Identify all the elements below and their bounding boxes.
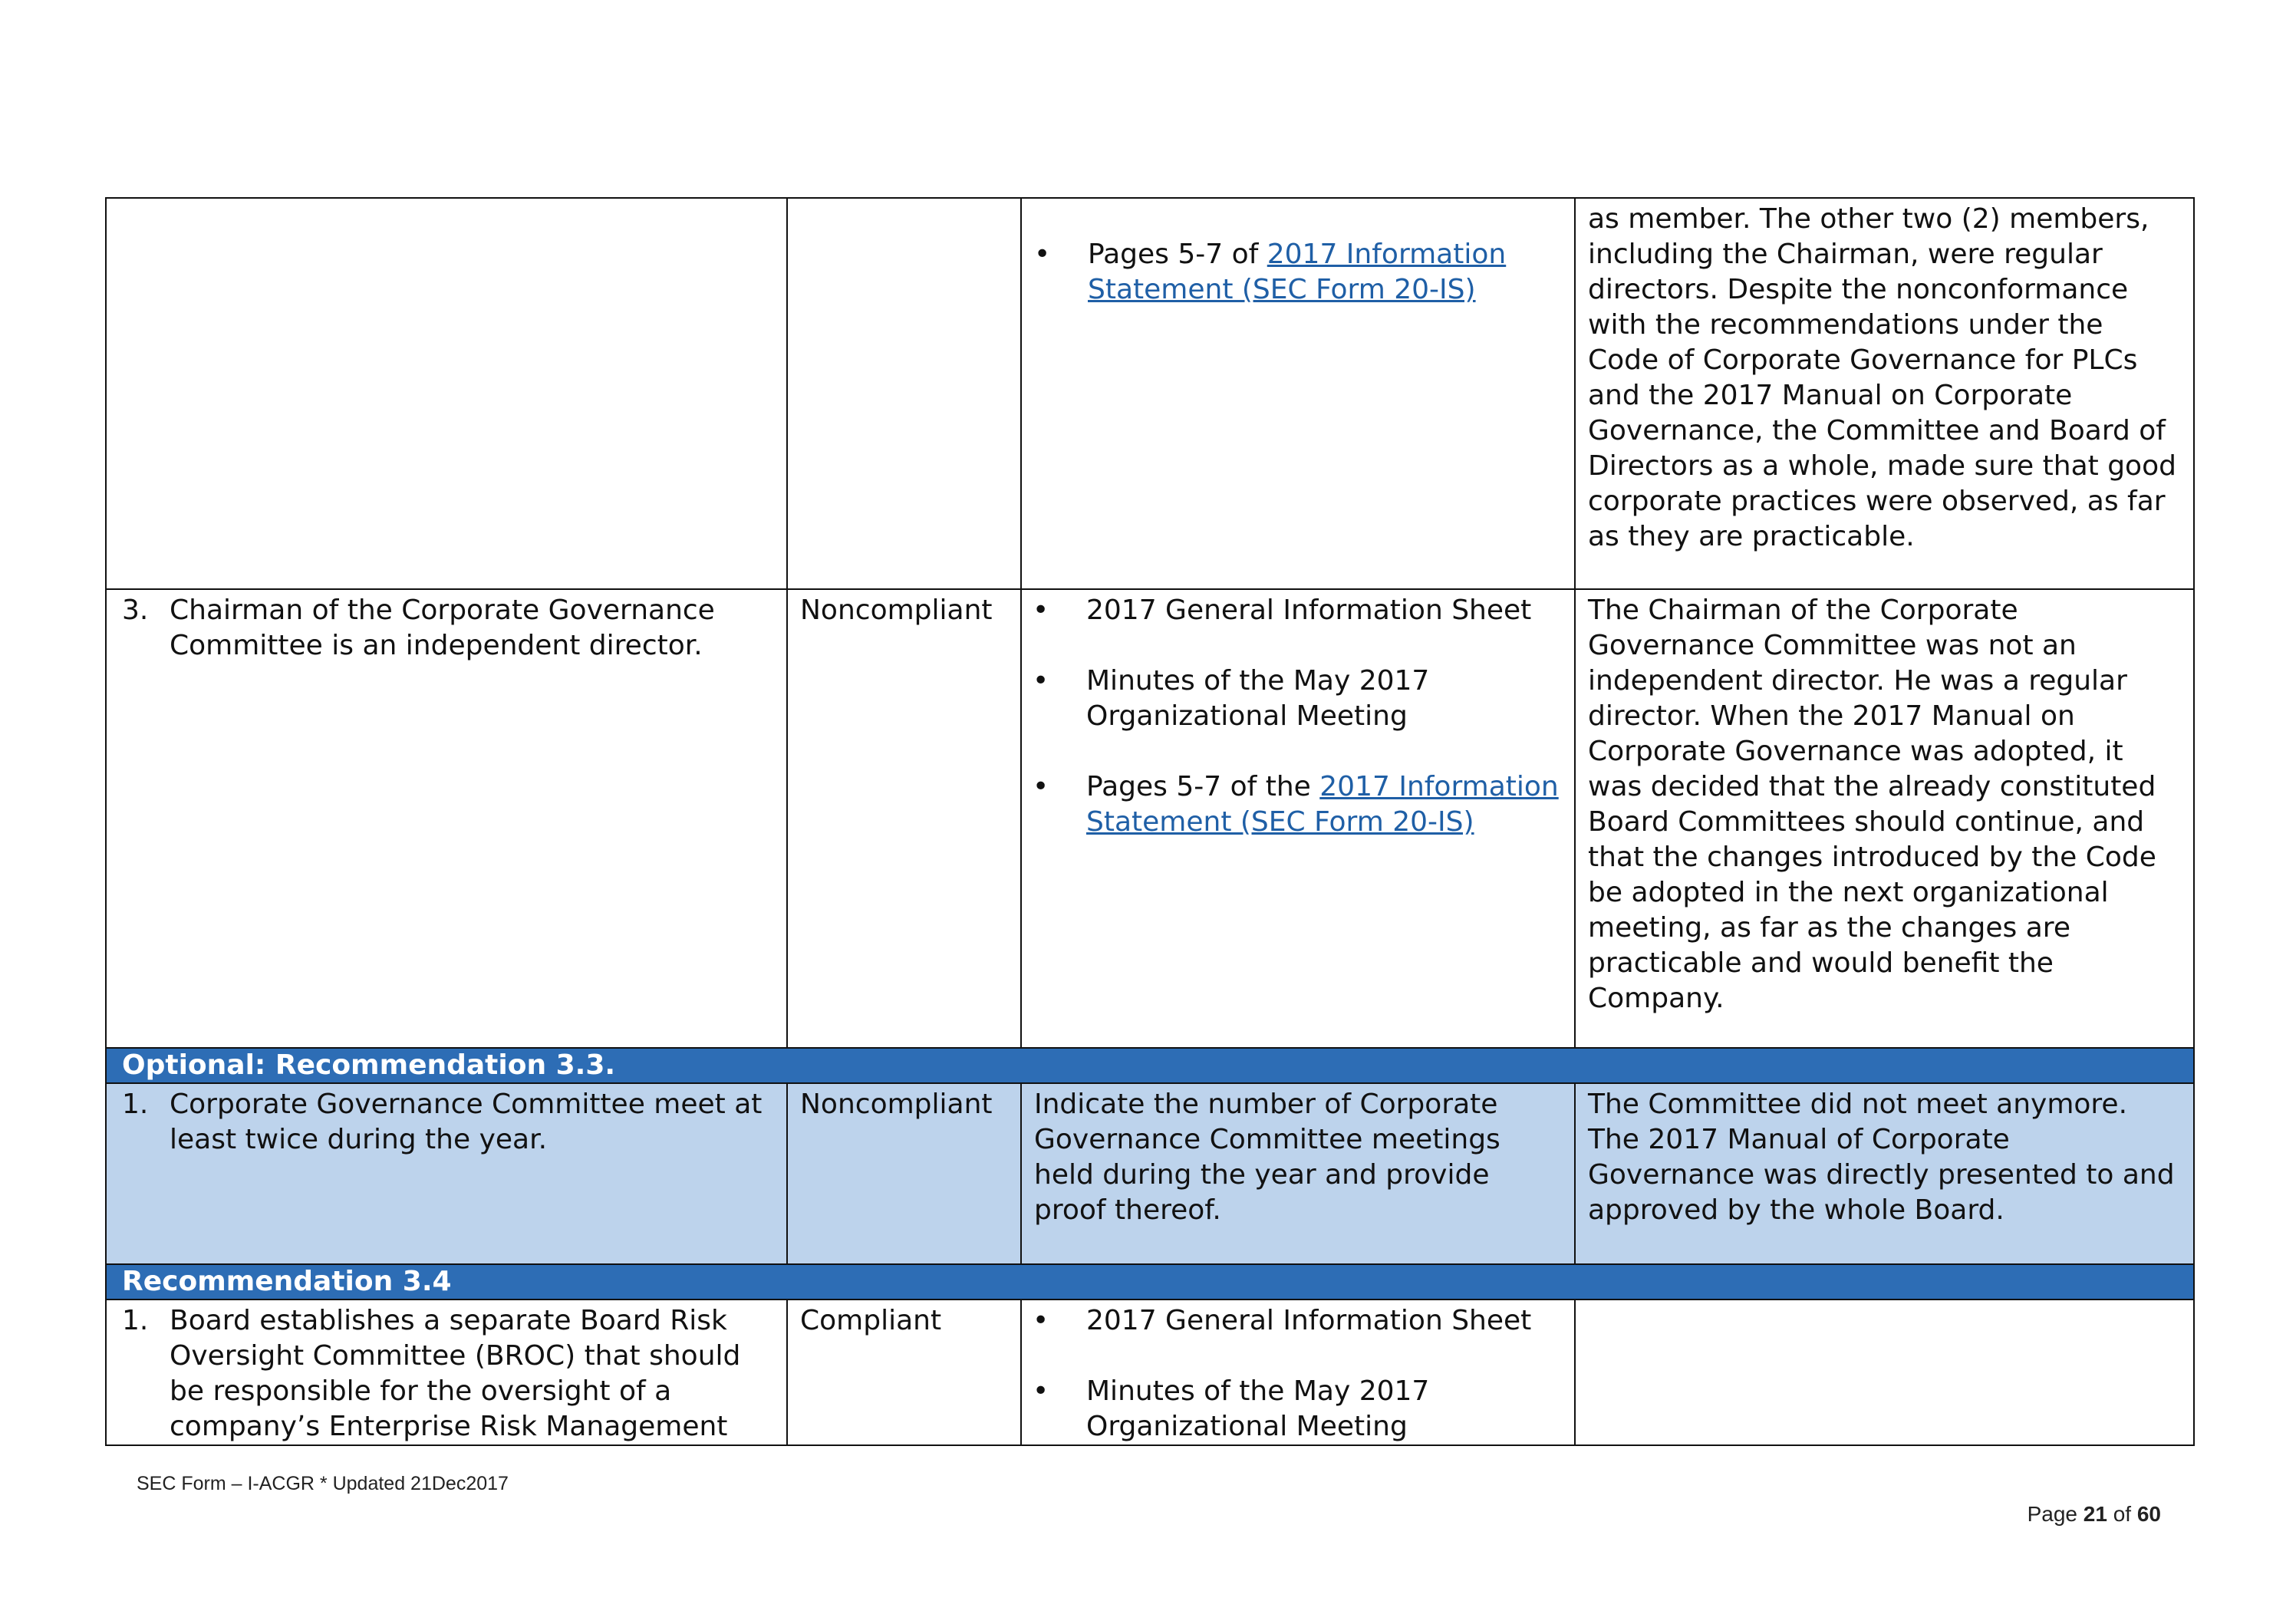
compliance-cell: Compliant [787, 1300, 1021, 1445]
list-item: • Minutes of the May 2017 Organizational Meeting [1022, 1374, 1562, 1444]
requirement-cell [106, 1300, 787, 1445]
documents-cell: Indicate the number of Corporate Governance Committee meetings held during the year and provide proof thereof. [1021, 1083, 1575, 1264]
information-statement-link[interactable]: 2017 Information Statement (SEC Form 20-IS) [1086, 771, 1559, 838]
list-item: • 2017 General Information Sheet [1022, 593, 1562, 628]
compliance-cell: Noncompliant [787, 589, 1021, 1048]
compliance-cell [787, 198, 1021, 589]
explanation-cell: The Committee did not meet anymore. The 2017 Manual of Corporate Governance was directly presented to and approved by the whole Board. [1575, 1083, 2194, 1264]
explanation-cell [1575, 1300, 2194, 1445]
acgr-table [105, 197, 2195, 1446]
explanation-cell: The Chairman of the Corporate Governance Committee was not an independent director. He was a regular director. When the 2017 Manual on Corporate Governance was adopted, it was decided that the already constituted Board Committees should continue, and that the changes introduced by the Code be adopted in the next organizational meeting, as far as the changes are practicable and would benefit the Company. [1575, 589, 2194, 1048]
documents-cell [1021, 1300, 1575, 1445]
list-item: • Pages 5-7 of the 2017 Information Statement (SEC Form 20-IS) [1022, 769, 1562, 840]
information-statement-link[interactable]: 2017 Information Statement (SEC Form 20-IS) [1088, 239, 1507, 305]
bullet-glyph: • [1033, 665, 1049, 697]
bullet-glyph: • [1033, 771, 1049, 802]
requirement-text: Corporate Governance Committee meet at least twice during the year. [170, 1089, 763, 1155]
bullet-glyph: • [1033, 1305, 1049, 1336]
bullet-glyph: • [1034, 239, 1051, 270]
item-number: 1. [122, 1305, 149, 1336]
section-header-row [106, 1264, 2194, 1300]
table-row [106, 198, 2194, 589]
documents-cell [1021, 589, 1575, 1048]
footer-form-label: SEC Form – I-ACGR * Updated 21Dec2017 [137, 1473, 509, 1494]
section-title: Optional: Recommendation 3.3. [106, 1048, 2194, 1083]
table-row [106, 1083, 2194, 1264]
list-item: • Pages 5-7 of 2017 Information Statement (SEC Form 20-IS) [1034, 237, 1562, 308]
requirement-cell [106, 198, 787, 589]
explanation-cell: as member. The other two (2) members, including the Chairman, were regular directors. Despite the nonconformance with the recommendations under the Code of Corporate Governance for PLCs and the 2017 Manual on Corporate Governance, the Committee and Board of Directors as a whole, made sure that good corporate practices were observed, as far as they are practicable. [1575, 198, 2194, 589]
bullet-glyph: • [1033, 1375, 1049, 1407]
table-row [106, 1300, 2194, 1445]
section-title: Recommendation 3.4 [106, 1264, 2194, 1300]
requirement-cell [106, 1083, 787, 1264]
item-number: 1. [122, 1089, 149, 1120]
section-header-row [106, 1048, 2194, 1083]
table-row [106, 589, 2194, 1048]
list-item: • Minutes of the May 2017 Organizational Meeting [1022, 664, 1562, 734]
compliance-cell: Noncompliant [787, 1083, 1021, 1264]
item-number: 3. [122, 595, 149, 626]
requirement-text: Board establishes a separate Board Risk Oversight Committee (BROC) that should be responsible for the oversight of a company’s Enterprise Risk Management [170, 1305, 741, 1442]
bullet-glyph: • [1033, 595, 1049, 626]
list-item: • 2017 General Information Sheet [1022, 1303, 1562, 1339]
requirement-cell [106, 589, 787, 1048]
page-number: Page 21 of 60 [2027, 1502, 2161, 1526]
requirement-text: Chairman of the Corporate Governance Committee is an independent director. [170, 595, 715, 661]
documents-cell [1021, 198, 1575, 589]
